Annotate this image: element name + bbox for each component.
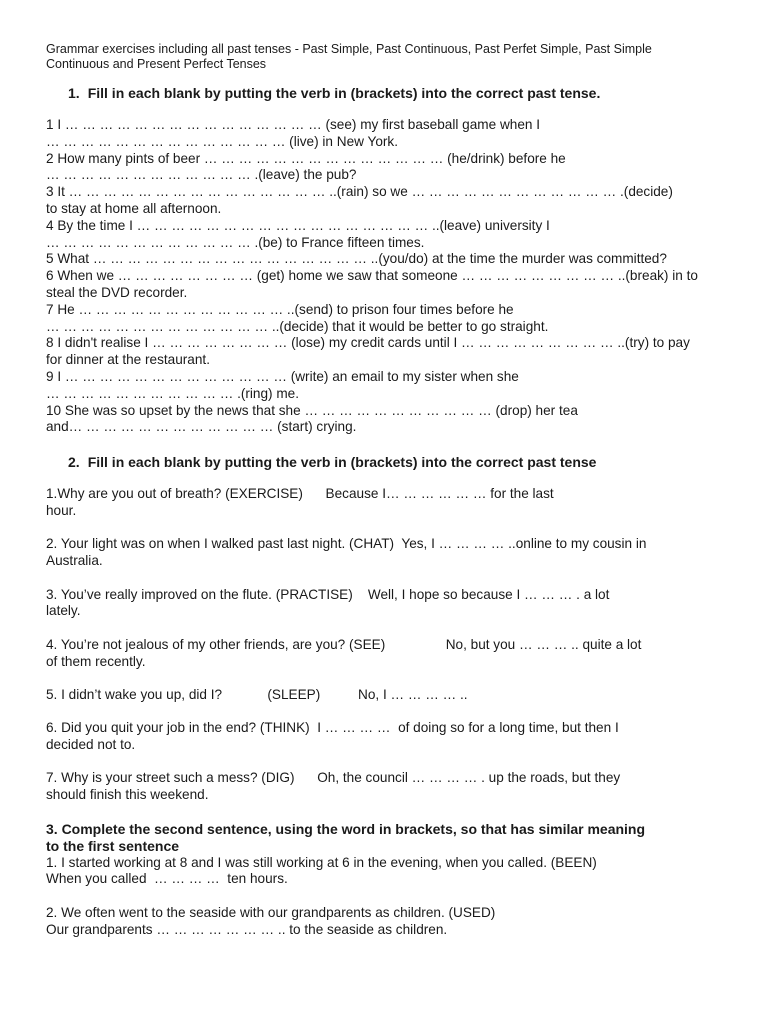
exercise-line: 7 He … … … … … … … … … … … … ..(send) to prison four times before he <box>46 301 514 317</box>
exercise-continuation: lately. <box>46 603 81 619</box>
section-1-exercises <box>46 117 722 436</box>
exercise-line: and… … … … … … … … … … … … (start) crying. <box>46 419 357 435</box>
section-3-exercises <box>46 855 722 939</box>
exercise-question: 5. I didn’t wake you up, did I? (SLEEP) No, I … … … … .. <box>46 686 468 702</box>
exercise-question: 7. Why is your street such a mess? (DIG) Oh, the council … … … … . up the roads, but they <box>46 770 621 786</box>
exercise-line: 6 When we … … … … … … … … (get) home we saw that someone … … … … … … … … … ..(break) in to <box>46 268 698 284</box>
exercise-line: steal the DVD recorder. <box>46 284 188 300</box>
exercise-continuation: should finish this weekend. <box>46 787 209 803</box>
exercise-question: 2. Your light was on when I walked past last night. (CHAT) Yes, I … … … … ..online to my cousin in <box>46 536 647 552</box>
exercise-answer-line: When you called … … … … ten hours. <box>46 871 288 887</box>
section-2-title: Fill in each blank by putting the verb in (brackets) into the correct past tense <box>87 454 597 471</box>
exercise-line: 8 I didn't realise I … … … … … … … … (lose) my credit cards until I … … … … … … … … … ..(try) to pay <box>46 335 690 351</box>
exercise-item <box>46 905 722 939</box>
exercise-question: 2. We often went to the seaside with our grandparents as children. (USED) <box>46 904 496 920</box>
exercise-item <box>46 687 722 704</box>
exercise-continuation: decided not to. <box>46 737 136 753</box>
exercise-question: 1. I started working at 8 and I was still working at 6 in the evening, when you called. (BEEN) <box>46 854 597 870</box>
exercise-item <box>46 587 722 621</box>
exercise-question: 4. You’re not jealous of my other friends, are you? (SEE) No, but you … … … .. quite a lot <box>46 636 642 652</box>
exercise-continuation: Australia. <box>46 553 103 569</box>
exercise-line: 2 How many pints of beer … … … … … … … … … … … … … … (he/drink) before he <box>46 150 566 166</box>
exercise-question: 1.Why are you out of breath? (EXERCISE) Because I… … … … … … for the last <box>46 486 554 502</box>
exercise-item <box>46 855 722 889</box>
exercise-line: 3 It … … … … … … … … … … … … … … … ..(rain) so we … … … … … … … … … … … … .(decide) <box>46 184 673 200</box>
exercise-item <box>46 536 722 570</box>
section-1-title: Fill in each blank by putting the verb in (brackets) into the correct past tense. <box>87 85 601 101</box>
exercise-line: … … … … … … … … … … … … … ..(decide) that it would be better to go straight. <box>46 318 549 334</box>
exercise-item <box>46 720 722 754</box>
section-1-number: 1. <box>68 85 80 101</box>
exercise-question: 6. Did you quit your job in the end? (THINK) I … … … … of doing so for a long time, but then I <box>46 720 619 736</box>
exercise-line: … … … … … … … … … … … … … … (live) in New York. <box>46 133 398 149</box>
section-2-heading <box>46 454 722 471</box>
intro-line-2: Continuous and Present Perfect Tenses <box>46 57 267 71</box>
exercise-question: 3. You’ve really improved on the flute. (PRACTISE) Well, I hope so because I … … … . a lot <box>46 586 610 602</box>
exercise-item <box>46 637 722 671</box>
worksheet-page <box>46 42 722 938</box>
section-3-heading-continued: to the first sentence <box>46 837 180 854</box>
section-1-heading <box>46 85 722 102</box>
exercise-item <box>46 770 722 804</box>
exercise-line: 10 She was so upset by the news that she … … … … … … … … … … … (drop) her tea <box>46 402 578 418</box>
exercise-continuation: hour. <box>46 502 77 518</box>
section-2-exercises <box>46 486 722 804</box>
exercise-line: … … … … … … … … … … … … .(leave) the pub? <box>46 167 357 183</box>
intro-line-1: Grammar exercises including all past tenses - Past Simple, Past Continuous, Past Perfet Simple, Past Simple <box>46 42 652 56</box>
exercise-line: 9 I … … … … … … … … … … … … … (write) an email to my sister when she <box>46 368 519 384</box>
exercise-line: to stay at home all afternoon. <box>46 200 222 216</box>
exercise-item <box>46 486 722 520</box>
exercise-line: 4 By the time I … … … … … … … … … … … … … … … … … ..(leave) university I <box>46 217 550 233</box>
exercise-line: … … … … … … … … … … … … .(be) to France fifteen times. <box>46 234 425 250</box>
exercise-line: 5 What … … … … … … … … … … … … … … … … ..(you/do) at the time the murder was committed? <box>46 251 667 267</box>
exercise-line: for dinner at the restaurant. <box>46 352 210 368</box>
exercise-line: 1 I … … … … … … … … … … … … … … … (see) my first baseball game when I <box>46 117 541 132</box>
exercise-line: … … … … … … … … … … … .(ring) me. <box>46 385 300 401</box>
section-3-heading: 3. Complete the second sentence, using the word in brackets, so that has similar meaning <box>46 820 646 837</box>
section-2-number: 2. <box>68 454 80 471</box>
exercise-answer-line: Our grandparents … … … … … … … .. to the seaside as children. <box>46 921 448 937</box>
exercise-continuation: of them recently. <box>46 653 146 669</box>
